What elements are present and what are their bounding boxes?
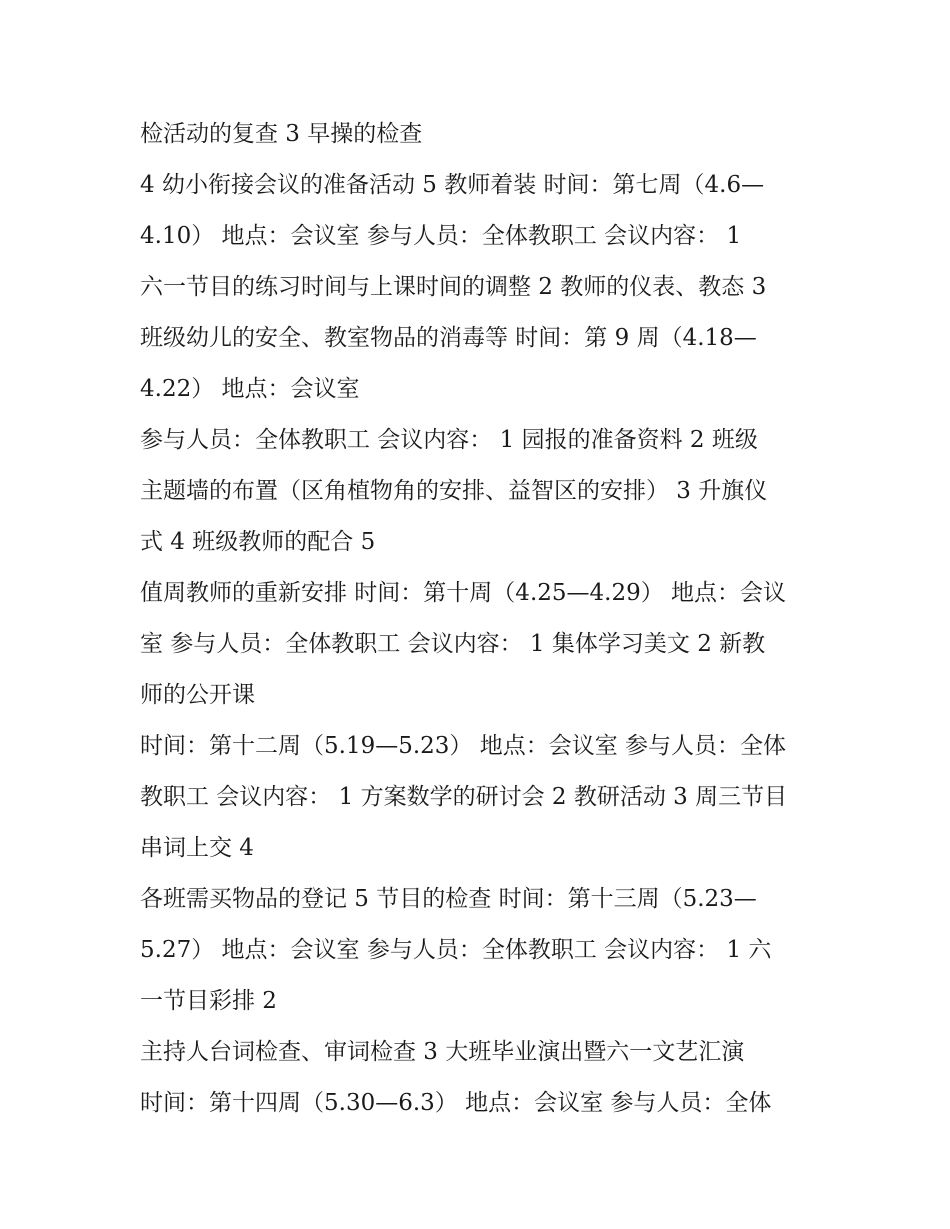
text-line: 时间：第十二周（5.19—5.23） 地点：会议室 参与人员：全体 [140, 733, 787, 759]
text-line: 时间：第十四周（5.30—6.3） 地点：会议室 参与人员：全体 [140, 1090, 772, 1116]
text-line: 串词上交 4 [140, 835, 254, 861]
text-line: 式 4 班级教师的配合 5 [140, 529, 376, 555]
text-line: 主持人台词检查、审词检查 3 大班毕业演出暨六一文艺汇演 [140, 1039, 745, 1065]
text-line: 六一节目的练习时间与上课时间的调整 2 教师的仪表、教态 3 [140, 274, 767, 300]
text-line: 参与人员：全体教职工 会议内容： 1 园报的准备资料 2 班级 [140, 427, 758, 453]
text-line: 4 幼小衔接会议的准备活动 5 教师着装 时间：第七周（4.6— [140, 172, 765, 198]
text-line: 主题墙的布置（区角植物角的安排、益智区的安排） 3 升旗仪 [140, 478, 768, 504]
text-line: 4.10） 地点：会议室 参与人员：全体教职工 会议内容： 1 [140, 223, 742, 249]
text-line: 4.22） 地点：会议室 [140, 376, 360, 402]
text-line: 5.27） 地点：会议室 参与人员：全体教职工 会议内容： 1 六 [140, 937, 772, 963]
text-line: 值周教师的重新安排 时间：第十周（4.25—4.29） 地点：会议 [140, 580, 787, 606]
text-line: 检活动的复查 3 早操的检查 [140, 121, 423, 147]
text-line: 师的公开课 [140, 682, 255, 708]
text-line: 各班需买物品的登记 5 节目的检查 时间：第十三周（5.23— [140, 886, 757, 912]
text-line: 教职工 会议内容： 1 方案数学的研讨会 2 教研活动 3 周三节目 [140, 784, 788, 810]
text-line: 班级幼儿的安全、教室物品的消毒等 时间：第 9 周（4.18— [140, 325, 757, 351]
text-line: 一节目彩排 2 [140, 988, 277, 1014]
text-line: 室 参与人员：全体教职工 会议内容： 1 集体学习美文 2 新教 [140, 631, 766, 657]
document-body [140, 109, 820, 1129]
